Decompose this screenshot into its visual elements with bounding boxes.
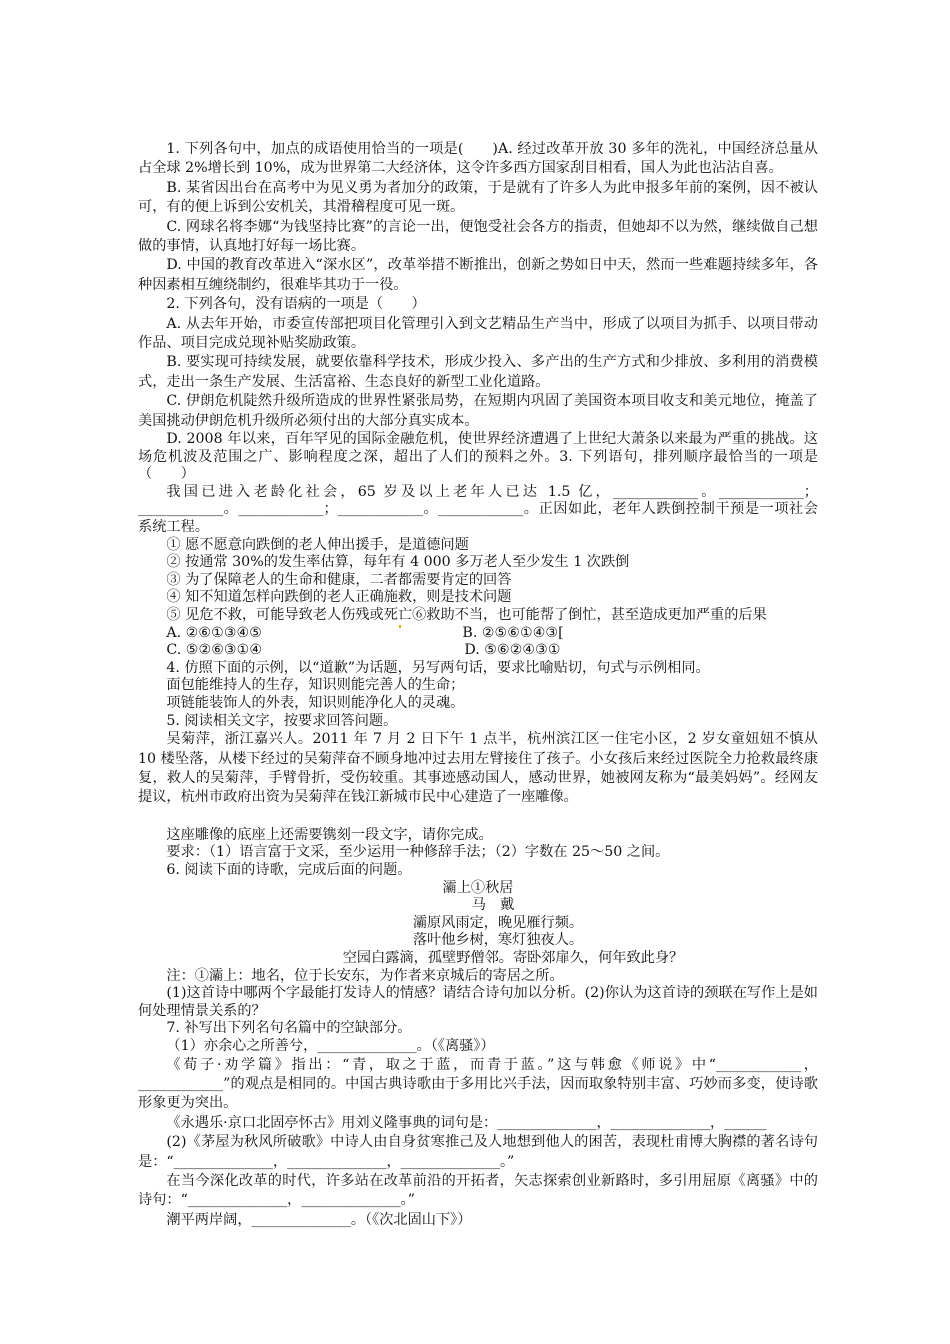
q2-stem: 2. 下列各句，没有语病的一项是（ ）	[166, 296, 426, 313]
q2-option-d: D. 2008 年以来，百年罕见的国际金融危机，使世界经济遭遇了上世纪大萧条以来最为严重的挑战。这场危机波及范围之广、影响程度之深，超出了人们的预料之外。3. 下列语句，排列顺序最恰当的一项是（ ）	[138, 431, 818, 483]
q1-option-d: D. 中国的教育改革进入“深水区”，改革举措不断推出，创新之势如日中天，然而一些难题持续多年，各种因素相互缠绕制约，很难毕其功于一役。	[138, 257, 818, 293]
q7-stem: 7. 补写出下列名句名篇中的空缺部分。	[166, 1020, 412, 1037]
q7-item-1: （1）亦余心之所善兮，______________。（《离骚》）	[166, 1037, 495, 1054]
poem-line-1: 灞原风雨定，晚见雁行频。	[412, 914, 584, 931]
exam-page	[138, 140, 823, 1230]
q1-option-b: B. 某省因出台在高考中为见义勇为者加分的政策，于是就有了许多人为此申报多年前的案例，因不被认可，有的便上诉到公安机关，其滑稽程度可见一斑。	[138, 179, 818, 216]
q3-option-c: C. ⑤②⑥③①④	[166, 642, 263, 659]
q7-item-cibeigu: 潮平两岸阔，______________。（《次北固山下》）	[166, 1211, 472, 1228]
stray-dot	[399, 625, 401, 628]
q3-option-b: B. ②⑤⑥①④③[	[462, 624, 564, 641]
q4-example-2: 项链能装饰人的外表，知识则能净化人的灵魂。	[166, 695, 465, 711]
q5-stem: 5. 阅读相关文字，按要求回答问题。	[166, 712, 398, 729]
q1-option-c: C. 网球名将李娜“为钱坚持比赛”的言论一出，便饱受社会各方的指责，但她却不以为然，继续做自己想做的事情，认真地打好每一场比赛。	[138, 218, 818, 255]
q3-option-d: D. ⑤⑥②④③①	[464, 642, 561, 659]
spacer	[138, 808, 818, 827]
q3-options-row-2	[166, 642, 818, 660]
q1-stem: 1. 下列各句中，加点的成语使用恰当的一项是( )A. 经过改革开放 30 多年的洗礼，中国经济总量从占全球 2%增长到 10%，成为世界第二大经济体，这令许多西方国家刮目相看，国人为此也沾沾自喜。	[138, 141, 818, 177]
q3-item-5: ⑤ 见危不救，可能导致老人伤残或死亡⑥救助不当，也可能帮了倒忙，甚至造成更加严重的后果	[166, 607, 767, 624]
q5-text: 吴菊萍，浙江嘉兴人。2011 年 7 月 2 日下午 1 点半，杭州滨江区一住宅小区，2 岁女童妞妞不慎从 10 楼坠落，从楼下经过的吴菊萍奋不顾身地冲过去用左臂接住了孩子。小女孩后来经过医院全力抢救最终康复，救人的吴菊萍，手臂骨折，受伤较重。其事迹感动国人，感动世界，她被网友称为“最美妈妈”。经网友提议，杭州市政府出资为吴菊萍在钱江新城市民中心建造了一座雕像。	[138, 731, 823, 806]
q7-item-xunzi: 《荀子·劝学篇》指出：“青，取之于蓝，而青于蓝。”这与韩愈《师说》中“____________，____________”的观点是相同的。中国古典诗歌由于多用比兴手法，因而取象特别丰富、巧妙而多变，使诗歌形象更为突出。	[138, 1056, 818, 1112]
q7-item-lisao: 在当今深化改革的时代，许多站在改革前沿的开拓者，矢志探索创业新路时，多引用屈原《离骚》中的诗句：“______________，______________。”	[138, 1172, 818, 1209]
q6-stem: 6. 阅读下面的诗歌，完成后面的问题。	[166, 862, 412, 878]
q3-options-row-1	[166, 625, 818, 643]
q3-item-3: ③ 为了保障老人的生命和健康，二者都需要肯定的回答	[166, 571, 512, 588]
poem-title: 灞上①秋居	[442, 879, 514, 896]
q2-option-b: B. 要实现可持续发展，就要依靠科学技术，形成少投入、多产出的生产方式和少排放、多利用的消费模式，走出一条生产发展、生活富裕、生态良好的新型工业化道路。	[138, 354, 818, 390]
q7-item-yongyule: 《永遇乐·京口北固亭怀古》用刘义隆事典的词句是：______________，______________，______	[166, 1114, 767, 1131]
q6-questions: (1)这首诗中哪两个字最能打发诗人的情感？请结合诗句加以分析。(2)你认为这首诗的颈联在写作上是如何处理情景关系的？	[138, 985, 818, 1019]
q4-example-1: 面包能维持人的生存，知识则能完善人的生命；	[166, 677, 465, 694]
q3-item-2: ② 按通常 30%的发生率估算，每年有 4 000 多万老人至少发生 1 次跌倒	[166, 554, 630, 571]
q4-stem: 4. 仿照下面的示例，以“道歉”为话题，另写两句话，要求比喻贴切，句式与示例相同。	[166, 659, 710, 676]
poem-note: 注：①灞上：地名，位于长安东，为作者来京城后的寄居之所。	[166, 967, 564, 984]
q3-passage: 我国已进入老龄化社会，65 岁及以上老年人已达 1.5 亿，____________。____________；____________。____________；____________。____________。正因如此，老年人跌倒控制干预是一项社会系统工程。	[138, 483, 818, 536]
q3-item-1: ① 愿不愿意向跌倒的老人伸出援手，是道德问题	[166, 536, 469, 553]
q2-option-a: A. 从去年开始，市委宣传部把项目化管理引入到文艺精品生产当中，形成了以项目为抓手、以项目带动作品、项目完成兑现补贴奖励政策。	[138, 315, 818, 352]
q3-option-a: A. ②⑥①③④⑤	[166, 624, 262, 641]
q3-item-4: ④ 知不知道怎样向跌倒的老人正确施救，则是技术问题	[166, 589, 512, 606]
q7-item-2: (2)《茅屋为秋风所破歌》中诗人由自身贫寒推己及人地想到他人的困苦，表现杜甫博大胸襟的著名诗句是：“______________，______________，______________。”	[138, 1134, 818, 1170]
q5-requirement: 要求：（1）语言富于文采，至少运用一种修辞手法；（2）字数在 25～50 之间。	[166, 844, 670, 861]
poem-line-3: 空园白露滴，孤壁野僧邻。寄卧郊扉久，何年致此身？	[342, 949, 684, 966]
q2-option-c: C. 伊朗危机陡然升级所造成的世界性紧张局势，在短期内巩固了美国资本项目收支和美元地位，掩盖了美国挑动伊朗危机升级所必须付出的大部分真实成本。	[138, 393, 818, 429]
q5-task: 这座雕像的底座上还需要镌刻一段文字，请你完成。	[166, 826, 493, 843]
poem-author: 马 戴	[471, 897, 515, 914]
poem-line-2: 落叶他乡树，寒灯独夜人。	[412, 932, 584, 949]
